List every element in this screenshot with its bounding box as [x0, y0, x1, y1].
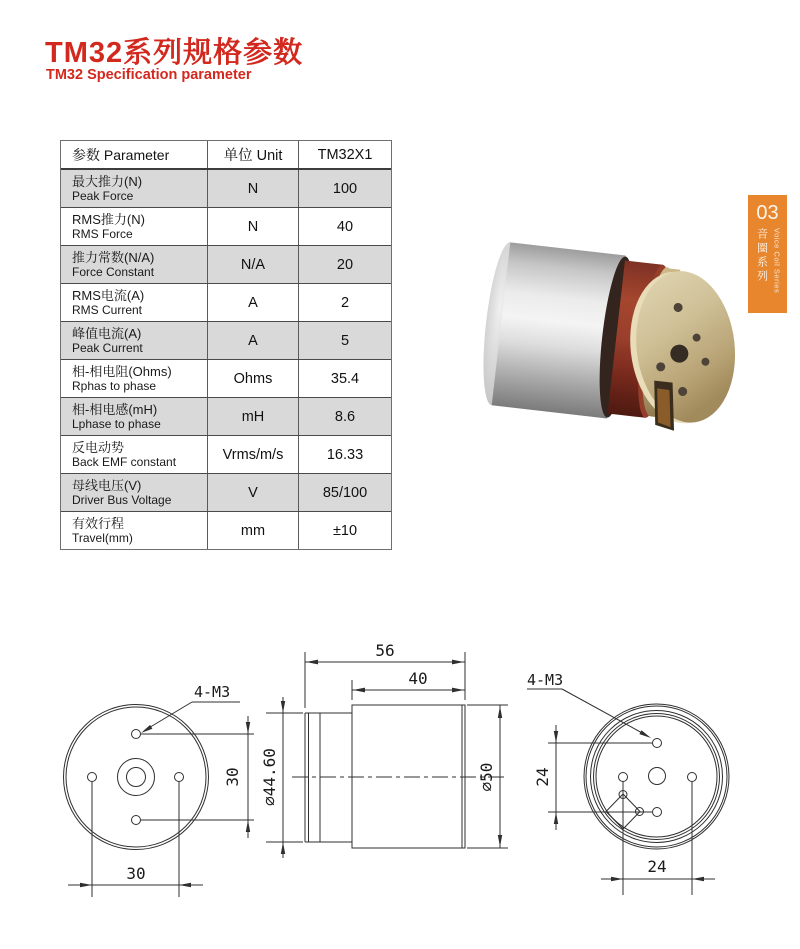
param-unit: N	[208, 208, 299, 245]
param-value: 2	[340, 294, 350, 311]
rear-horizontal-dim: 24	[647, 857, 667, 876]
param-unit: A	[208, 284, 299, 321]
mount-hole	[688, 773, 697, 782]
mount-hole	[175, 773, 184, 782]
series-side-tab	[748, 195, 787, 313]
param-cn: RMS电流(A)	[72, 288, 145, 303]
series-number: 03	[756, 202, 779, 224]
param-cn: 相-相电感(mH)	[72, 402, 158, 417]
param-unit: Vrms/m/s	[208, 436, 299, 473]
header-parameter: 参数 Parameter	[61, 141, 208, 168]
param-en: Force Constant	[72, 265, 155, 279]
param-en: Peak Current	[72, 341, 143, 355]
side-view-drawing	[260, 641, 508, 858]
center-hole	[649, 768, 666, 785]
param-en: Peak Force	[72, 189, 134, 203]
table-row	[61, 512, 391, 549]
table-row	[61, 436, 391, 474]
motor-assembly	[475, 240, 750, 446]
param-unit: A	[208, 322, 299, 359]
header-unit: 单位 Unit	[208, 141, 299, 168]
page-subtitle: TM32 Specification parameter	[46, 67, 252, 83]
table-row	[61, 474, 391, 512]
param-value: 5	[340, 332, 350, 349]
rear-vertical-dim: 24	[533, 767, 552, 787]
spec-table	[60, 140, 392, 550]
table-header-row	[61, 141, 391, 170]
param-en: Lphase to phase	[72, 417, 161, 431]
param-cn: 推力常数(N/A)	[72, 250, 155, 265]
param-cn: 相-相电阻(Ohms)	[72, 364, 172, 379]
param-value: 8.6	[334, 408, 356, 425]
param-en: Travel(mm)	[72, 531, 133, 545]
param-cn: 反电动势	[72, 440, 125, 455]
param-cn: 有效行程	[72, 516, 125, 531]
mount-hole	[653, 808, 662, 817]
mount-hole	[653, 739, 662, 748]
table-row	[61, 246, 391, 284]
param-value: 20	[336, 256, 354, 273]
param-cn: 母线电压(V)	[72, 478, 142, 493]
page-title: TM32系列规格参数	[45, 37, 304, 69]
mount-hole	[132, 730, 141, 739]
side-body-length-dim: 40	[408, 669, 428, 688]
param-en: Driver Bus Voltage	[72, 493, 172, 507]
param-unit: Ohms	[208, 360, 299, 397]
product-photo	[440, 228, 750, 473]
series-name-cn: 音圈系列	[755, 228, 768, 284]
param-unit: V	[208, 474, 299, 511]
table-row	[61, 170, 391, 208]
param-en: Back EMF constant	[72, 455, 177, 469]
param-cn: 峰值电流(A)	[72, 326, 142, 341]
param-unit: mm	[208, 512, 299, 549]
table-row	[61, 284, 391, 322]
rear-view-drawing	[527, 671, 729, 895]
param-unit: N/A	[208, 246, 299, 283]
param-en: Rphas to phase	[72, 379, 157, 393]
side-body-diameter-dim: ∅50	[477, 762, 496, 792]
param-value: 40	[336, 218, 354, 235]
side-overall-length-dim: 56	[375, 641, 395, 660]
front-view-drawing	[64, 683, 255, 897]
param-cn: RMS推力(N)	[72, 212, 145, 227]
param-value: 100	[332, 180, 358, 197]
param-unit: N	[208, 170, 299, 207]
table-row	[61, 398, 391, 436]
param-value: ±10	[332, 522, 358, 539]
param-value: 35.4	[330, 370, 360, 387]
front-thread-label: 4-M3	[194, 683, 231, 701]
param-cn: 最大推力(N)	[72, 174, 143, 189]
param-value: 85/100	[322, 484, 368, 501]
side-flange-diameter-dim: ∅44.60	[260, 748, 279, 806]
param-value: 16.33	[326, 446, 364, 463]
technical-drawings	[0, 630, 800, 930]
table-row	[61, 208, 391, 246]
param-en: RMS Current	[72, 303, 143, 317]
table-row	[61, 322, 391, 360]
param-unit: mH	[208, 398, 299, 435]
series-name-en: Voice Coil Series	[772, 228, 782, 294]
rear-thread-label: 4-M3	[527, 671, 564, 689]
header-model: TM32X1	[317, 146, 373, 163]
mount-hole	[132, 816, 141, 825]
param-en: RMS Force	[72, 227, 133, 241]
front-vertical-dim: 30	[223, 767, 242, 787]
mount-hole	[88, 773, 97, 782]
table-row	[61, 360, 391, 398]
mount-hole	[619, 773, 628, 782]
front-horizontal-dim: 30	[126, 864, 146, 883]
